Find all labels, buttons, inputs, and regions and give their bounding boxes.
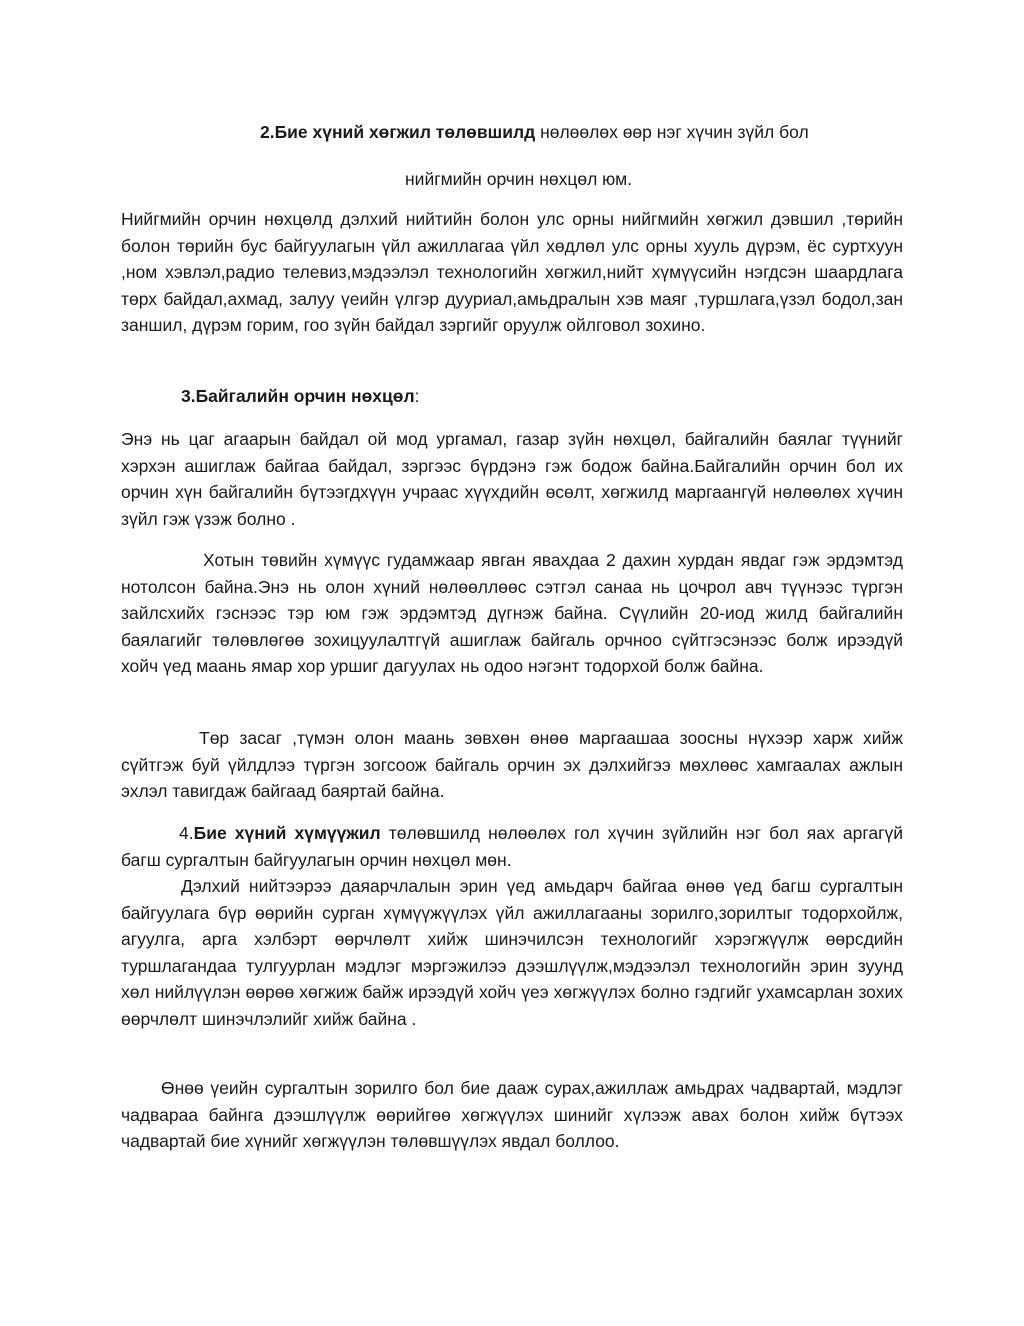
heading-2-line-2: нийгмийн орчин нөхцөл юм. [405,169,633,189]
heading-2-line-1 [260,119,809,146]
paragraph-teacher: Дэлхий нийтээрээ даяарчлалын эрин үед амьдарч байгаа өнөө үед багш сургалтын байгуулага бүр өөрийн сурган хүмүүжүүлэх үйл ажиллагааны зорилго,зорилтыг тодорхойлж, агуулга, арга хэлбэрт өөрчлөлт хийж шинэчилсэн технологийг хэрэгжүүлж өөрсдийн туршлагандаа тулгуурлан мэдлэг мэргэжилээ дээшлүүлж,мэдээлэл технологийн эрин зуунд хөл нийлүүлэн өөрөө хөгжиж байж ирээдүй хойч үеэ хөгжүүлэх болно гэдгийг ухамсарлан зохих өөрчлөлт шинэчлэлийг хийж байна . [121,876,903,1029]
paragraph-social-environment: Нийгмийн орчин нөхцөлд дэлхий нийтийн болон улс орны нийгмийн хөгжил дэвшил ,төрийн болон төрийн бус байгуулагын үйл ажиллагаа үйл хөдлөл улс орны хууль дүрэм, ёс суртхуун ,ном хэвлэл,радио телевиз,мэдээлэл технологийн хөгжил,нийт хүмүүсийн нэгдсэн шаардлага төрх байдал,ахмад, залуу үеийн үлгэр дууриал,амьдралын хэв маяг ,туршлага,үзэл бодол,зан заншил, дүрэм горим, гоо зүйн байдал зэргийг оруулж ойлговол зохино. [121,209,903,335]
paragraph-nature: Энэ нь цаг агаарын байдал ой мод ургамал, газар зүйн нөхцөл, байгалийн баялаг түүнийг хэрхэн ашиглаж байгаа байдал, зэргээс бүрдэнэ гэж бодож байна.Байгалийн орчин бол их орчин хүн байгалийн бүтээгдхүүн учраас хүүхдийн өсөлт, хөгжилд маргаангүй нөлөөлөх хүчин зүйл гэж үзэж болно . [121,429,903,529]
heading-4-prefix: 4. [179,823,194,843]
paragraph-heading-4 [121,820,903,873]
paragraph-city: Хотын төвийн хүмүүс гудамжаар явган явахдаа 2 дахин хурдан явдаг гэж эрдэмтэд нотолсон байна.Энэ нь олон хүний нөлөөллөөс сэтгэл санаа нь цочрол авч түүнээс түргэн зайлсхийх гэснээс тэр юм гэж эрдэмтэд дүгнэж байна. Сүүлийн 20-иод жилд байгалийн баялагийг төлөвлөгөө зохицуулалтгүй ашиглаж байгаль орчноо сүйтгэсэнээс болж ирээдүй хойч үед маань ямар хор уршиг дагуулах нь одоо нэгэнт тодорхой болж байна. [121,550,903,676]
heading-2-rest: нөлөөлөх өөр нэг хүчин зүйл бол [535,122,809,142]
heading-2-bold: 2.Бие хүний хөгжил төлөвшилд [260,122,536,142]
heading-4-rest: төлөвшилд нөлөөлөх гол хүчин зүйлийн нэг бол яах аргагүй багш сургалтын байгуулагын орчин нөхцөл мөн. [121,823,903,870]
paragraph-government: Төр засаг ,түмэн олон маань зөвхөн өнөө маргаашаа зоосны нүхээр харж хийж сүйтгэж буй үйлдлээ түргэн зогсоож байгаль орчин эх дэлхийгээ мөхлөөс хамгаалах ажлын эхлэл тавигдаж байгаад баяртай байна. [121,728,903,801]
heading-3-bold: 3.Байгалийн орчин нөхцөл [181,386,415,406]
heading-4-bold: Бие хүний хүмүүжил [193,823,381,843]
paragraph-today: Өнөө үеийн сургалтын зорилго бол бие дааж сурах,ажиллаж амьдрах чадвартай, мэдлэг чадвараа байнга дээшлүүлж өөрийгөө хөгжүүлэх шинийг хүлээж авах болон хийж бүтээх чадвартай бие хүнийг хөгжүүлэн төлөвшүүлэх явдал боллоо. [121,1078,903,1151]
heading-3 [181,383,419,410]
heading-3-rest: : [414,386,420,406]
